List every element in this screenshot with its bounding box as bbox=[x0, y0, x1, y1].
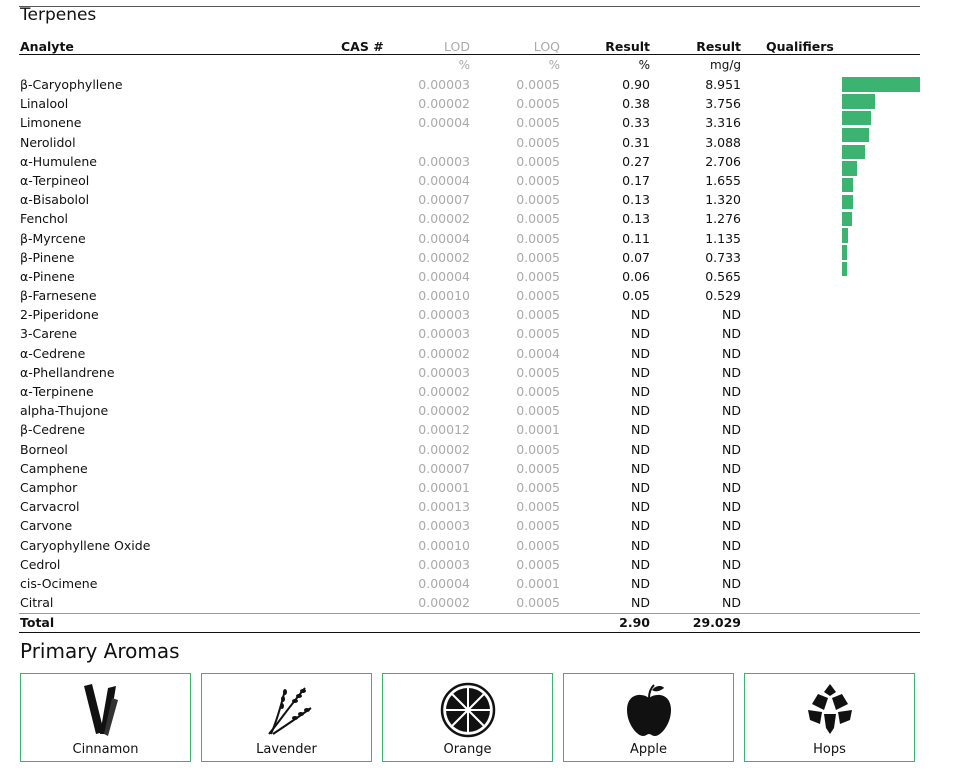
result-mg-cell: ND bbox=[722, 499, 741, 515]
qualifier-bar bbox=[842, 94, 875, 108]
result-mg-cell: 0.529 bbox=[705, 288, 741, 304]
qualifier-bar bbox=[842, 77, 920, 91]
result-pct-cell: ND bbox=[631, 479, 650, 495]
loq-cell: 0.0005 bbox=[516, 153, 560, 169]
result-pct-cell: ND bbox=[631, 384, 650, 399]
analyte-cell: α-Pinene bbox=[20, 268, 75, 284]
loq-cell: 0.0005 bbox=[516, 326, 560, 342]
qualifier-bar bbox=[842, 212, 852, 226]
result-mg-cell: ND bbox=[722, 384, 741, 399]
loq-cell: 0.0005 bbox=[516, 307, 560, 323]
lod-cell: 0.00010 bbox=[418, 537, 470, 553]
result-mg-cell: 3.316 bbox=[705, 115, 741, 131]
header-loq: LOQ bbox=[533, 39, 560, 54]
result-pct-cell: ND bbox=[631, 364, 650, 380]
analyte-cell: α-Terpinene bbox=[20, 384, 94, 399]
lod-cell: 0.00001 bbox=[418, 479, 470, 495]
result-pct-cell: 0.90 bbox=[622, 77, 650, 92]
analyte-column bbox=[20, 75, 150, 612]
loq-cell: 0.0005 bbox=[516, 441, 560, 457]
analyte-cell: Camphene bbox=[20, 460, 88, 476]
analyte-cell: alpha-Thujone bbox=[20, 403, 109, 419]
header-analyte: Analyte bbox=[20, 39, 74, 54]
result-mg-cell: ND bbox=[722, 556, 741, 572]
loq-cell: 0.0005 bbox=[516, 115, 560, 131]
result-mg-cell: ND bbox=[722, 326, 741, 342]
result-pct-cell: ND bbox=[631, 307, 650, 323]
lod-cell: 0.00003 bbox=[418, 518, 470, 534]
lod-cell: 0.00002 bbox=[418, 345, 470, 361]
header-cas: CAS # bbox=[341, 39, 384, 54]
aroma-label: Apple bbox=[629, 742, 667, 757]
result-pct-cell: ND bbox=[631, 326, 650, 342]
qualifier-bar bbox=[842, 128, 869, 142]
result-mg-cell: ND bbox=[722, 364, 741, 380]
lod-column bbox=[418, 75, 470, 612]
result-pct-cell: 0.07 bbox=[622, 249, 650, 265]
analyte-cell: 3-Carene bbox=[20, 326, 78, 342]
loq-cell: 0.0004 bbox=[516, 345, 560, 361]
total-rule bbox=[19, 632, 920, 633]
lod-cell: 0.00004 bbox=[418, 268, 470, 284]
result-pct-cell: 0.11 bbox=[622, 230, 650, 246]
aroma-card-orange bbox=[382, 673, 553, 762]
loq-cell: 0.0005 bbox=[516, 211, 560, 227]
result-mg-cell: 2.706 bbox=[705, 153, 741, 169]
result-pct-cell: ND bbox=[631, 537, 650, 553]
result-mg-cell: ND bbox=[722, 595, 741, 611]
result-pct-cell: 0.27 bbox=[622, 153, 650, 169]
aroma-label: Hops bbox=[813, 742, 846, 757]
result-mg-cell: ND bbox=[722, 479, 741, 495]
qualifier-bar bbox=[842, 161, 857, 175]
analyte-cell: Camphor bbox=[20, 479, 78, 495]
qualifier-bar bbox=[842, 111, 871, 125]
result-pct-cell: ND bbox=[631, 460, 650, 476]
result-pct-cell: ND bbox=[631, 575, 650, 591]
analyte-cell: β-Pinene bbox=[20, 249, 75, 265]
analyte-cell: cis-Ocimene bbox=[20, 575, 98, 591]
header-qualifiers: Qualifiers bbox=[766, 39, 834, 54]
result-pct-cell: ND bbox=[631, 422, 650, 438]
orange-icon bbox=[440, 682, 496, 738]
analyte-cell: Cedrol bbox=[20, 556, 61, 572]
result-pct-cell: ND bbox=[631, 441, 650, 457]
aroma-card-hops bbox=[744, 673, 915, 762]
analyte-cell: Linalool bbox=[20, 96, 69, 112]
aroma-card-apple bbox=[563, 673, 734, 762]
lod-cell: 0.00013 bbox=[418, 499, 470, 515]
loq-cell: 0.0005 bbox=[516, 403, 560, 419]
total-rule-top bbox=[19, 613, 920, 614]
result-mg-cell: 0.565 bbox=[705, 268, 741, 284]
result-pct-cell: ND bbox=[631, 403, 650, 419]
result-mg-cell: ND bbox=[722, 441, 741, 457]
analyte-cell: α-Terpineol bbox=[20, 172, 90, 188]
lod-cell: 0.00004 bbox=[418, 172, 470, 188]
result-pct-cell: ND bbox=[631, 518, 650, 534]
analyte-cell: Borneol bbox=[20, 441, 68, 457]
header-result-mg: Result bbox=[696, 39, 741, 54]
unit-result-mg: mg/g bbox=[710, 58, 741, 72]
loq-cell: 0.0005 bbox=[516, 77, 560, 92]
lod-cell: 0.00004 bbox=[418, 230, 470, 246]
aromas-title: Primary Aromas bbox=[20, 639, 180, 663]
lod-cell: 0.00002 bbox=[418, 96, 470, 112]
analyte-cell: α-Phellandrene bbox=[20, 364, 115, 380]
qualifier-bar bbox=[842, 262, 847, 276]
lod-cell: 0.00003 bbox=[418, 77, 470, 92]
loq-cell: 0.0005 bbox=[516, 172, 560, 188]
lod-cell: 0.00002 bbox=[418, 384, 470, 399]
lod-cell: 0.00003 bbox=[418, 364, 470, 380]
loq-cell: 0.0005 bbox=[516, 595, 560, 611]
lod-cell: 0.00004 bbox=[418, 115, 470, 131]
hops-icon bbox=[802, 682, 858, 738]
analyte-cell: α-Humulene bbox=[20, 153, 97, 169]
result-pct-cell: 0.38 bbox=[622, 96, 650, 112]
lod-cell: 0.00003 bbox=[418, 556, 470, 572]
result-pct-column bbox=[622, 75, 650, 612]
analyte-cell: β-Myrcene bbox=[20, 230, 86, 246]
loq-cell: 0.0005 bbox=[516, 230, 560, 246]
unit-lod: % bbox=[458, 58, 470, 72]
top-rule bbox=[19, 6, 920, 7]
result-pct-cell: ND bbox=[631, 345, 650, 361]
lod-cell: 0.00002 bbox=[418, 441, 470, 457]
result-pct-cell: ND bbox=[631, 595, 650, 611]
loq-cell: 0.0005 bbox=[516, 460, 560, 476]
lavender-icon bbox=[259, 682, 315, 738]
analyte-cell: Carvone bbox=[20, 518, 73, 534]
result-mg-cell: 3.088 bbox=[705, 134, 741, 150]
result-mg-cell: 1.276 bbox=[705, 211, 741, 227]
lod-cell: 0.00002 bbox=[418, 403, 470, 419]
analyte-cell: Citral bbox=[20, 595, 54, 611]
loq-cell: 0.0005 bbox=[516, 556, 560, 572]
lod-cell bbox=[418, 133, 470, 152]
unit-loq: % bbox=[548, 58, 560, 72]
analyte-cell: Limonene bbox=[20, 115, 82, 131]
result-pct-cell: ND bbox=[631, 556, 650, 572]
apple-icon bbox=[621, 682, 677, 738]
result-pct-cell: 0.05 bbox=[622, 288, 650, 304]
lod-cell: 0.00002 bbox=[418, 249, 470, 265]
lod-cell: 0.00004 bbox=[418, 575, 470, 591]
result-mg-cell: ND bbox=[722, 518, 741, 534]
analyte-cell: Nerolidol bbox=[20, 134, 76, 150]
qualifier-bars bbox=[842, 75, 920, 279]
result-pct-cell: 0.17 bbox=[622, 172, 650, 188]
cinnamon-icon bbox=[78, 682, 134, 738]
lod-cell: 0.00010 bbox=[418, 288, 470, 304]
total-mg: 29.029 bbox=[692, 615, 741, 630]
analyte-cell: β-Farnesene bbox=[20, 288, 97, 304]
result-pct-cell: ND bbox=[631, 499, 650, 515]
analyte-cell: Fenchol bbox=[20, 211, 69, 227]
loq-cell: 0.0005 bbox=[516, 249, 560, 265]
analyte-cell: 2-Piperidone bbox=[20, 307, 99, 323]
loq-cell: 0.0001 bbox=[516, 575, 560, 591]
header-lod: LOD bbox=[444, 39, 470, 54]
analyte-cell: α-Bisabolol bbox=[20, 192, 90, 208]
header-rule bbox=[19, 54, 920, 55]
loq-cell: 0.0005 bbox=[516, 364, 560, 380]
qualifier-bar bbox=[842, 245, 847, 259]
lod-cell: 0.00003 bbox=[418, 153, 470, 169]
aroma-card-lavender bbox=[201, 673, 372, 762]
lod-cell: 0.00007 bbox=[418, 192, 470, 208]
loq-cell: 0.0005 bbox=[516, 192, 560, 208]
qualifier-bar bbox=[842, 195, 853, 209]
aroma-label: Lavender bbox=[256, 742, 317, 757]
total-pct: 2.90 bbox=[619, 615, 650, 630]
loq-cell: 0.0005 bbox=[516, 384, 560, 399]
result-mg-cell: ND bbox=[722, 575, 741, 591]
section-title: Terpenes bbox=[20, 5, 97, 25]
aroma-label: Cinnamon bbox=[72, 742, 139, 757]
result-mg-cell: 1.655 bbox=[705, 172, 741, 188]
loq-cell: 0.0005 bbox=[516, 537, 560, 553]
result-mg-cell: 3.756 bbox=[705, 96, 741, 112]
unit-result-pct: % bbox=[638, 58, 650, 72]
result-mg-cell: ND bbox=[722, 537, 741, 553]
analyte-cell: Caryophyllene Oxide bbox=[20, 537, 151, 553]
analyte-cell: β-Caryophyllene bbox=[20, 77, 123, 92]
loq-column bbox=[516, 75, 560, 612]
result-mg-cell: ND bbox=[722, 307, 741, 323]
result-mg-cell: ND bbox=[722, 422, 741, 438]
analyte-cell: β-Cedrene bbox=[20, 422, 86, 438]
loq-cell: 0.0005 bbox=[516, 518, 560, 534]
result-pct-cell: 0.31 bbox=[622, 134, 650, 150]
result-mg-cell: ND bbox=[722, 460, 741, 476]
loq-cell: 0.0001 bbox=[516, 422, 560, 438]
lod-cell: 0.00002 bbox=[418, 595, 470, 611]
total-label: Total bbox=[20, 615, 55, 630]
analyte-cell: Carvacrol bbox=[20, 499, 80, 515]
result-pct-cell: 0.13 bbox=[622, 211, 650, 227]
lod-cell: 0.00002 bbox=[418, 211, 470, 227]
loq-cell: 0.0005 bbox=[516, 268, 560, 284]
lod-cell: 0.00003 bbox=[418, 326, 470, 342]
result-mg-cell: ND bbox=[722, 345, 741, 361]
result-pct-cell: 0.13 bbox=[622, 192, 650, 208]
result-mg-cell: 8.951 bbox=[705, 77, 741, 92]
qualifier-bar bbox=[842, 178, 853, 192]
result-pct-cell: 0.06 bbox=[622, 268, 650, 284]
aroma-card-cinnamon bbox=[20, 673, 191, 762]
lod-cell: 0.00003 bbox=[418, 307, 470, 323]
result-mg-cell: 0.733 bbox=[705, 249, 741, 265]
header-result-pct: Result bbox=[605, 39, 650, 54]
result-pct-cell: 0.33 bbox=[622, 115, 650, 131]
lod-cell: 0.00007 bbox=[418, 460, 470, 476]
aroma-label: Orange bbox=[443, 742, 492, 757]
lod-cell: 0.00012 bbox=[418, 422, 470, 438]
loq-cell: 0.0005 bbox=[516, 499, 560, 515]
result-mg-cell: 1.320 bbox=[705, 192, 741, 208]
qualifier-bar bbox=[842, 145, 865, 159]
loq-cell: 0.0005 bbox=[516, 288, 560, 304]
loq-cell: 0.0005 bbox=[516, 96, 560, 112]
analyte-cell: α-Cedrene bbox=[20, 345, 86, 361]
loq-cell: 0.0005 bbox=[516, 479, 560, 495]
loq-cell: 0.0005 bbox=[516, 134, 560, 150]
result-mg-cell: ND bbox=[722, 403, 741, 419]
result-mg-cell: 1.135 bbox=[705, 230, 741, 246]
qualifier-bar bbox=[842, 228, 848, 242]
result-mg-column bbox=[705, 75, 741, 612]
